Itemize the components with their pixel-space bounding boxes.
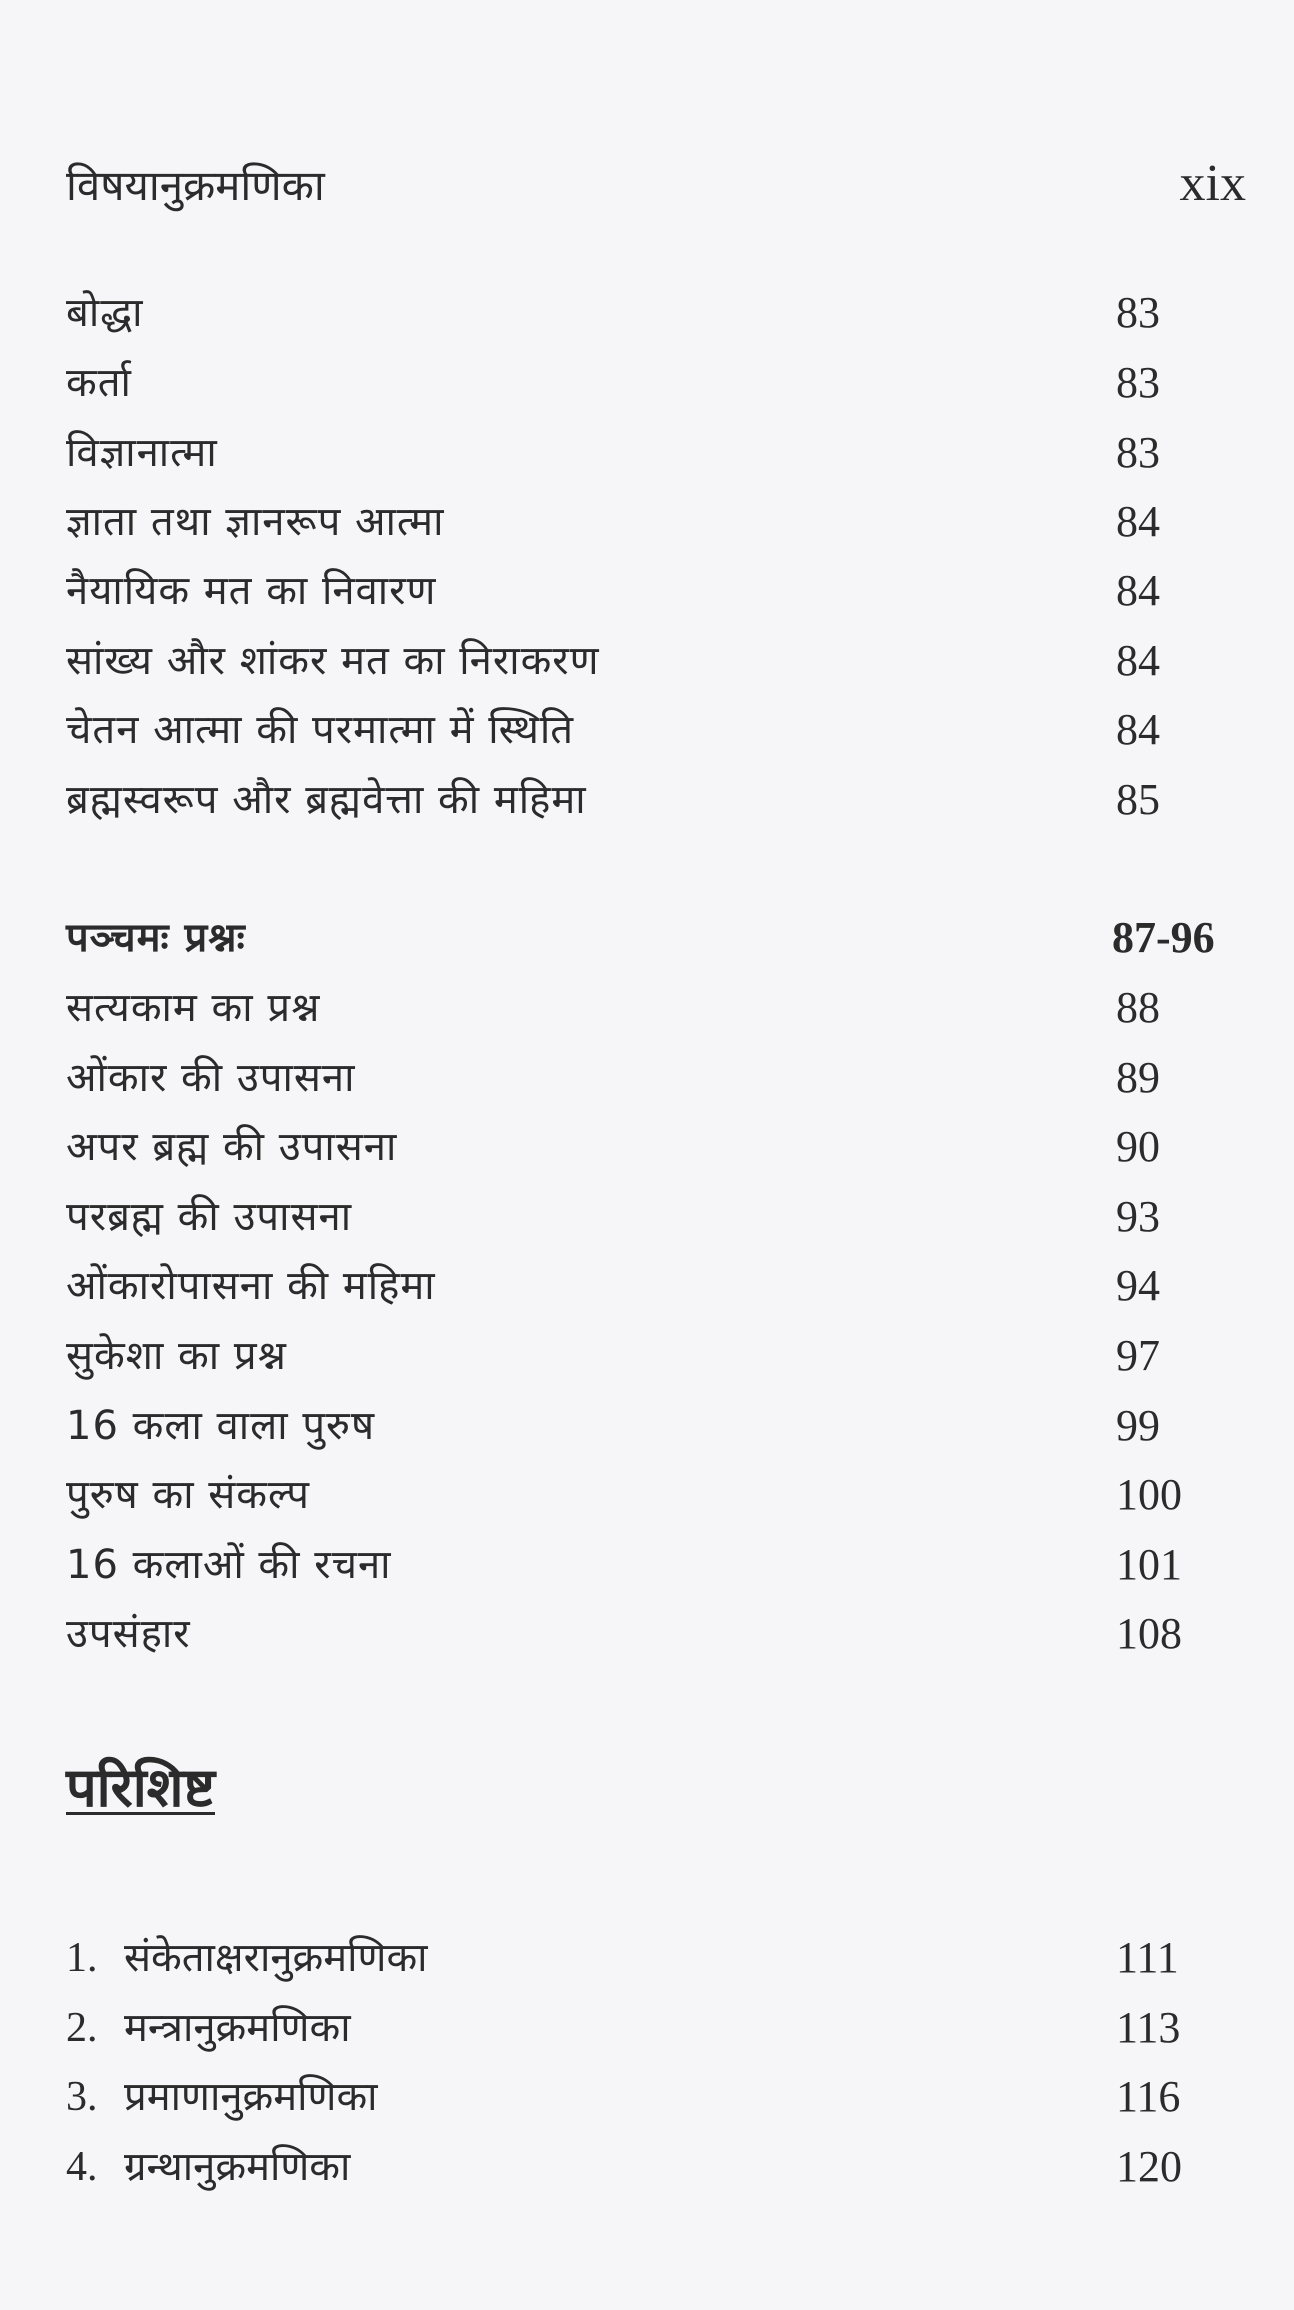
toc-entry-label: चेतन आत्मा की परमात्मा में स्थिति [66, 707, 575, 753]
toc-entry [66, 1114, 1246, 1180]
section-heading-page-range: 87-96 [1112, 913, 1215, 962]
toc-entry-page: 85 [1116, 775, 1160, 824]
toc-entry [66, 1393, 1246, 1459]
toc-entry-label: नैयायिक मत का निवारण [66, 568, 437, 614]
appendix-entry [66, 1995, 1246, 2061]
toc-entry-page: 83 [1116, 358, 1160, 407]
toc-entry-label: अपर ब्रह्म की उपासना [66, 1124, 398, 1170]
appendix-entry-label: संकेताक्षरानुक्रमणिका [124, 1935, 428, 1981]
toc-entry-page: 97 [1116, 1331, 1160, 1380]
toc-entry-page: 84 [1116, 705, 1160, 754]
toc-entry [66, 558, 1246, 624]
toc-entry [66, 280, 1246, 346]
toc-entry [66, 1532, 1246, 1598]
toc-entry-page: 93 [1116, 1192, 1160, 1241]
section-heading-label: पञ्चमः प्रश्नः [66, 915, 246, 961]
toc-entry-label: उपसंहार [66, 1611, 191, 1657]
toc-entry-label: पुरुष का संकल्प [66, 1472, 310, 1518]
toc-entry-label: ज्ञाता तथा ज्ञानरूप आत्मा [66, 499, 445, 545]
toc-entry-page: 89 [1116, 1053, 1160, 1102]
appendix-heading: परिशिष्ट [66, 1756, 215, 1819]
appendix-entry-label: मन्त्रानुक्रमणिका [124, 2005, 351, 2051]
toc-entry-page: 84 [1116, 636, 1160, 685]
toc-entry [66, 420, 1246, 486]
appendix-entry [66, 1925, 1246, 1991]
appendix-entry-number: 1. [66, 1935, 98, 1981]
toc-entry-page: 94 [1116, 1261, 1160, 1310]
appendix-entry-label-group [66, 1995, 351, 2061]
running-header-page-number: xix [1179, 155, 1246, 212]
toc-entry-page: 99 [1116, 1401, 1160, 1450]
toc-entry [66, 1462, 1246, 1528]
appendix-entry-label: प्रमाणानुक्रमणिका [124, 2074, 378, 2120]
toc-entry-page: 108 [1116, 1609, 1182, 1658]
toc-entry [66, 1184, 1246, 1250]
toc-entry-page: 90 [1116, 1122, 1160, 1171]
running-header-title: विषयानुक्रमणिका [66, 161, 325, 210]
appendix-entry-page: 116 [1116, 2072, 1181, 2121]
toc-entry-page: 83 [1116, 428, 1160, 477]
toc-entry [66, 1253, 1246, 1319]
toc-entry [66, 1601, 1246, 1667]
appendix-entry-page: 111 [1116, 1933, 1179, 1982]
toc-entry-label: सुकेशा का प्रश्न [66, 1333, 287, 1379]
toc-entry [66, 975, 1246, 1041]
toc-entry-label: ओंकार की उपासना [66, 1055, 356, 1101]
toc-entry-label: सांख्य और शांकर मत का निराकरण [66, 638, 600, 684]
toc-entry-label: सत्यकाम का प्रश्न [66, 985, 321, 1031]
appendix-entry-number: 2. [66, 2005, 98, 2051]
section-heading [66, 905, 1246, 971]
toc-entry [66, 1045, 1246, 1111]
appendix-entry-page: 120 [1116, 2142, 1182, 2191]
toc-entry-label: कर्ता [66, 360, 132, 406]
toc-entry-label: ब्रह्मस्वरूप और ब्रह्मवेत्ता की महिमा [66, 777, 587, 823]
appendix-entry-number: 3. [66, 2074, 98, 2120]
toc-entry-page: 100 [1116, 1470, 1182, 1519]
toc-entry-page: 88 [1116, 983, 1160, 1032]
appendix-entry-label-group [66, 2134, 350, 2200]
appendix-entry [66, 2064, 1246, 2130]
toc-entry-label: 16 कलाओं की रचना [66, 1542, 392, 1588]
toc-entry-page: 84 [1116, 566, 1160, 615]
toc-entry [66, 1323, 1246, 1389]
appendix-entry [66, 2134, 1246, 2200]
appendix-entry-label-group [66, 1925, 428, 1991]
toc-entry-label: 16 कला वाला पुरुष [66, 1403, 376, 1449]
toc-entry-page: 101 [1116, 1540, 1182, 1589]
appendix-entry-page: 113 [1116, 2003, 1181, 2052]
appendix-entry-label-group [66, 2064, 378, 2130]
toc-entry [66, 767, 1246, 833]
appendix-entry-label: ग्रन्थानुक्रमणिका [124, 2144, 351, 2190]
toc-entry [66, 350, 1246, 416]
appendix-entry-number: 4. [66, 2144, 98, 2190]
toc-entry-label: ओंकारोपासना की महिमा [66, 1263, 436, 1309]
toc-entry-page: 84 [1116, 497, 1160, 546]
toc-entry-label: विज्ञानात्मा [66, 430, 218, 476]
toc-entry-label: परब्रह्म की उपासना [66, 1194, 353, 1240]
toc-entry-label: बोद्धा [66, 290, 144, 336]
toc-entry [66, 489, 1246, 555]
toc-entry-page: 83 [1116, 288, 1160, 337]
toc-entry [66, 628, 1246, 694]
toc-entry [66, 697, 1246, 763]
